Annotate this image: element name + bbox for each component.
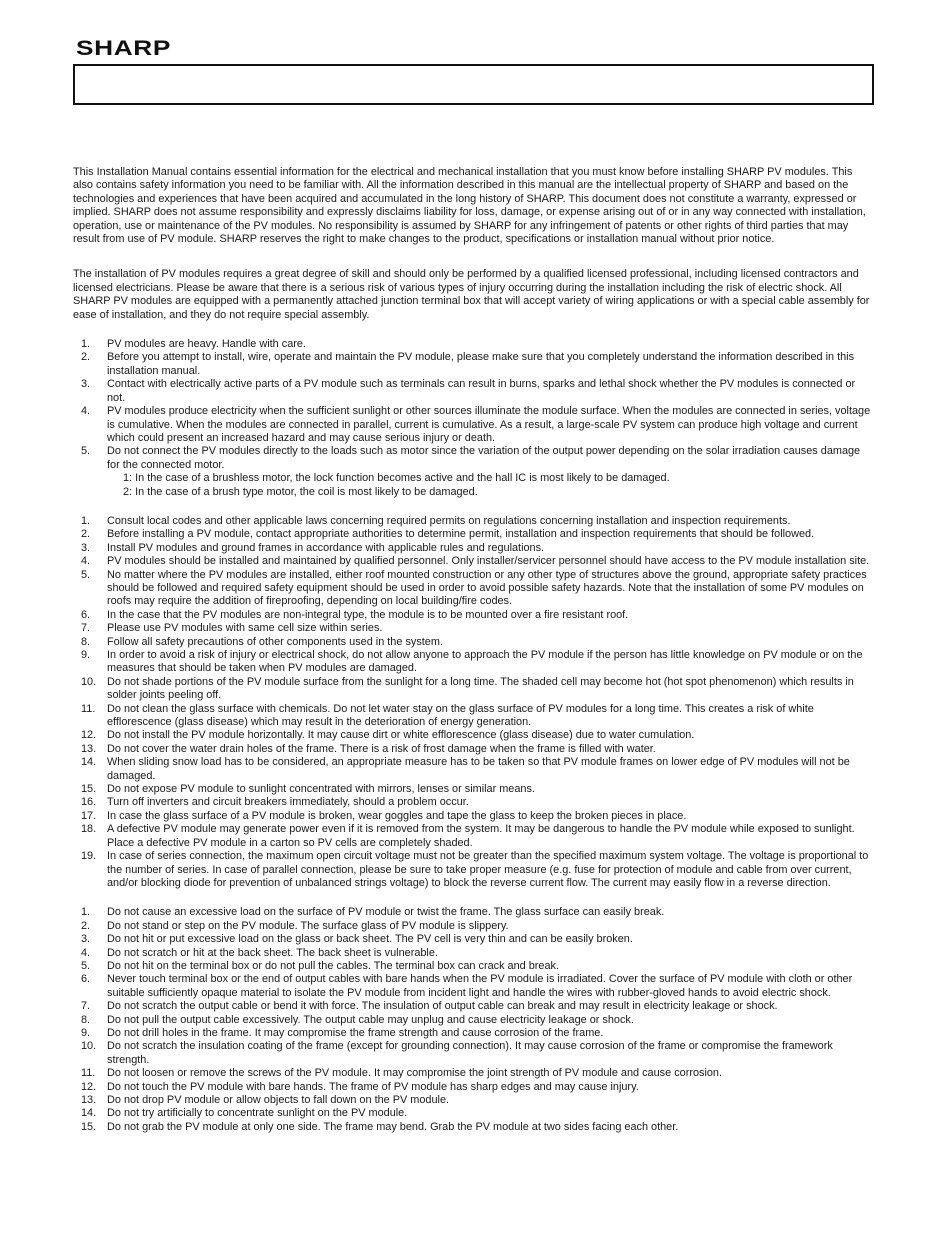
list-item [73,973,875,1000]
list-item [73,1040,875,1067]
list-text: In case of series connection, the maximum open circuit voltage must not be greater than the specified maximum system voltage. The voltage is proportional to the number of series. In case of parallel connection, please be sure to take proper measure (e.g. fuse for protection of module and cable from over current, and/or blocking diode for prevention of unbalanced strings voltage) to block the reverse current flow. The current may easily flow in a reverse direction. [107,850,869,889]
list-number: 6. [81,973,91,986]
list-item [73,338,875,351]
list-number: 5. [81,445,91,458]
list-text: Do not scratch the output cable or bend it with force. The insulation of output cable can break and may result in electricity leakage or shock. [107,1000,778,1013]
list-number: 3. [81,378,91,391]
list-text: Do not drill holes in the frame. It may compromise the frame strength and cause corrosion of the frame. [107,1026,604,1039]
list-item [73,1067,875,1080]
list-text: A defective PV module may generate power even if it is removed from the system. It may be dangerous to handle the PV module while exposed to sunlight. Place a defective PV module in a carton so PV cells are completely shaded. [107,823,855,849]
list-number: 5. [81,568,91,581]
list-item [73,649,875,676]
list-item [73,378,875,405]
list-text: Do not connect the PV modules directly to the loads such as motor since the variation of the output power depending on the solar irradiation causes damage for the connected motor. [107,445,861,471]
general-list [73,338,875,499]
note-text: 1: In the case of a brushless motor, the lock function becomes active and the hall IC is most likely to be damaged. [123,472,670,485]
list-text: Do not touch the PV module with bare hands. The frame of PV module has sharp edges and may cause injury. [107,1080,639,1093]
list-text: PV modules should be installed and maintained by qualified personnel. Only installer/servicer personnel should have access to the PV module installation site. [107,555,870,568]
list-number: 10. [81,675,97,688]
list-item [73,1027,875,1040]
list-item [73,445,875,472]
note-text: 2: In the case of a brush type motor, the coil is most likely to be damaged. [123,485,478,498]
list-number: 12. [81,729,97,742]
list-text: Do not pull the output cable excessively. The output cable may unplug and cause electricity leakage or shock. [107,1013,634,1026]
list-number: 3. [81,541,91,554]
list-item [73,1121,875,1134]
list-number: 12. [81,1080,97,1093]
list-number: 4. [81,405,91,418]
installation-list [73,515,875,890]
list-text: Do not clean the glass surface with chemicals. Do not let water stay on the glass surface of PV modules for a long time. This creates a risk of white efflorescence (glass disease) which may result in the deterioration of energy generation. [107,702,814,729]
list-text: Do not hit on the terminal box or do not pull the cables. The terminal box can crack and break. [107,959,560,972]
list-item [73,351,875,378]
list-item [73,609,875,622]
list-item [73,622,875,635]
list-item [73,920,875,933]
list-item [73,823,875,850]
list-text: Do not drop PV module or allow objects to fall down on the PV module. [107,1094,450,1106]
list-item [73,810,875,823]
list-number: 7. [81,622,91,635]
handling-list [73,906,875,1134]
sharp-logo: SHARP [76,37,172,60]
list-text: Do not shade portions of the PV module surface from the sunlight for a long time. The shaded cell may become hot (hot spot phenomenon) which results in solder joints peeling off. [107,675,854,702]
list-number: 4. [81,555,91,568]
list-number: 5. [81,959,91,972]
list-item [73,906,875,919]
list-number: 10. [81,1040,97,1053]
list-number: 15. [81,783,97,796]
list-text: Do not install the PV module horizontally. It may cause dirt or white efflorescence (glass disease) due to water cumulation. [107,729,695,742]
title-box [73,64,874,105]
list-text: Install PV modules and ground frames in accordance with applicable rules and regulations. [107,541,545,554]
list-text: PV modules are heavy. Handle with care. [107,338,306,351]
list-note [73,486,875,499]
list-item [73,1081,875,1094]
list-text: Before installing a PV module, contact appropriate authorities to determine permit, installation and inspection requirements that should be followed. [107,528,815,541]
list-number: 4. [81,946,91,959]
list-text: In order to avoid a risk of injury or electrical shock, do not allow anyone to approach the PV module if the person has little knowledge on PV module or on the measures that should be taken when PV modules are damaged. [107,649,863,675]
list-number: 16. [81,796,97,809]
list-number: 9. [81,649,91,661]
list-text: PV modules produce electricity when the sufficient sunlight or other sources illuminate the module surface. When the modules are connected in series, voltage is cumulative. When the modules are connected in parallel, current is cumulative. As a result, a large-scale PV system can produce high voltage and current which could present an increased hazard and may cause serious injury or death. [107,405,871,444]
list-text: Do not scratch the insulation coating of the frame (except for grounding connection). It may cause corrosion of the frame or compromise the framework strength. [107,1040,833,1066]
list-item [73,756,875,783]
list-number: 1. [81,338,91,351]
list-number: 11. [81,702,96,715]
list-text: When sliding snow load has to be considered, an appropriate measure has to be taken so that PV module frames on lower edge of PV modules will not be damaged. [107,756,850,782]
list-item [73,960,875,973]
list-text: Follow all safety precautions of other components used in the system. [107,635,443,648]
list-number: 17. [81,809,97,822]
list-item [73,636,875,649]
list-number: 6. [81,608,91,621]
list-text: Do not try artificially to concentrate sunlight on the PV module. [107,1107,408,1120]
list-text: Do not expose PV module to sunlight concentrated with mirrors, lenses or similar means. [107,783,535,796]
list-number: 14. [81,756,97,769]
list-text: No matter where the PV modules are installed, either roof mounted construction or any other type of structures above the ground, appropriate safety practices should be followed and required safety equipment should be used in order to avoid possible safety hazards. Note that the installation of some PV modules on roofs may require the addition of fireproofing, depending on local building/fire codes. [107,568,867,608]
list-text: Contact with electrically active parts of a PV module such as terminals can result in burns, sparks and lethal shock whether the PV modules is connected or not. [107,378,856,404]
list-number: 11. [81,1067,96,1080]
list-number: 3. [81,933,91,946]
list-text: Never touch terminal box or the end of output cables with bare hands when the PV module is irradiated. Cover the surface of PV module with cloth or other suitable sufficiently opaque material to isolate the PV module from incident light and handle the wires with rubber-gloved hands to avoid electric shock. [107,973,853,999]
list-text: Turn off inverters and circuit breakers immediately, should a problem occur. [107,796,469,809]
list-number: 2. [81,528,91,541]
list-item [73,1014,875,1027]
list-item [73,703,875,730]
list-item [73,743,875,756]
list-number: 8. [81,635,91,648]
list-item [73,1000,875,1013]
intro-paragraph: This Installation Manual contains essential information for the electrical and mechanical installation that you must know before installing SHARP PV modules. This also contains safety information you need to be familiar with. All the information described in this manual are the intellectual property of SHARP and based on the technologies and experiences that have been acquired and accumulated in the long history of SHARP. This document does not constitute a warranty, expressed or implied. SHARP does not assume responsibility and expressly disclaims liability for loss, damage, or expense arising out of or in any way connected with installation, operation, use or maintenance of the PV modules. No responsibility is assumed by SHARP for any infringement of patents or other rights of third parties that may result from use of PV module. SHARP reserves the right to make changes to the product, specifications or installation manual without prior notice. [73,166,866,246]
list-number: 2. [81,919,91,932]
list-number: 1. [81,514,91,527]
list-note [73,472,875,485]
list-text: Do not hit or put excessive load on the glass or back sheet. The PV cell is very thin and can be easily broken. [107,933,633,946]
list-item [73,796,875,809]
list-number: 14. [81,1107,97,1120]
list-number: 13. [81,742,97,755]
installation-paragraph: The installation of PV modules requires a great degree of skill and should only be performed by a qualified licensed professional, including licensed contractors and licensed electricians. Please be aware that there is a serious risk of various types of injury occurring during the installation including the risk of electric shock. All SHARP PV modules are equipped with a permanently attached junction terminal box that will accept variety of wiring applications or with a special cable assembly for ease of installation, and they do not require special assembly. [73,268,870,321]
list-item [73,783,875,796]
list-number: 19. [81,850,97,863]
list-item [73,676,875,703]
list-item [73,405,875,445]
list-item [73,850,875,890]
list-number: 15. [81,1120,97,1133]
list-text: Do not grab the PV module at only one side. The frame may bend. Grab the PV module at two sides facing each other. [107,1120,679,1133]
list-item [73,947,875,960]
list-text: Do not cause an excessive load on the surface of PV module or twist the frame. The glass surface can easily break. [107,906,665,919]
list-number: 13. [81,1094,97,1106]
list-text: Do not loosen or remove the screws of the PV module. It may compromise the joint strength of PV module and cause corrosion. [107,1067,723,1080]
list-number: 2. [81,351,91,364]
list-number: 7. [81,1000,91,1013]
list-number: 18. [81,823,97,836]
list-item [73,1094,875,1107]
list-text: Do not scratch or hit at the back sheet. The back sheet is vulnerable. [107,946,438,959]
list-item [73,555,875,568]
list-text: Please use PV modules with same cell size within series. [107,622,383,635]
list-number: 8. [81,1013,91,1026]
manual-content [73,166,875,1134]
list-item [73,569,875,609]
list-text: Do not cover the water drain holes of the frame. There is a risk of frost damage when the frame is filled with water. [107,742,656,755]
list-item [73,528,875,541]
list-item [73,1107,875,1120]
list-item [73,729,875,742]
list-text: In case the glass surface of a PV module is broken, wear goggles and tape the glass to keep the broken pieces in place. [107,809,687,822]
list-number: 9. [81,1026,91,1039]
list-number: 1. [81,906,91,919]
list-text: In the case that the PV modules are non-integral type, the module is to be mounted over a fire resistant roof. [107,608,629,621]
list-text: Before you attempt to install, wire, operate and maintain the PV module, please make sure that you completely understand the information described in this installation manual. [107,351,855,377]
list-item [73,933,875,946]
list-item [73,542,875,555]
list-text: Consult local codes and other applicable laws concerning required permits on regulations concerning installation and inspection requirements. [107,514,791,527]
list-item [73,515,875,528]
list-text: Do not stand or step on the PV module. The surface glass of PV module is slippery. [107,919,509,932]
